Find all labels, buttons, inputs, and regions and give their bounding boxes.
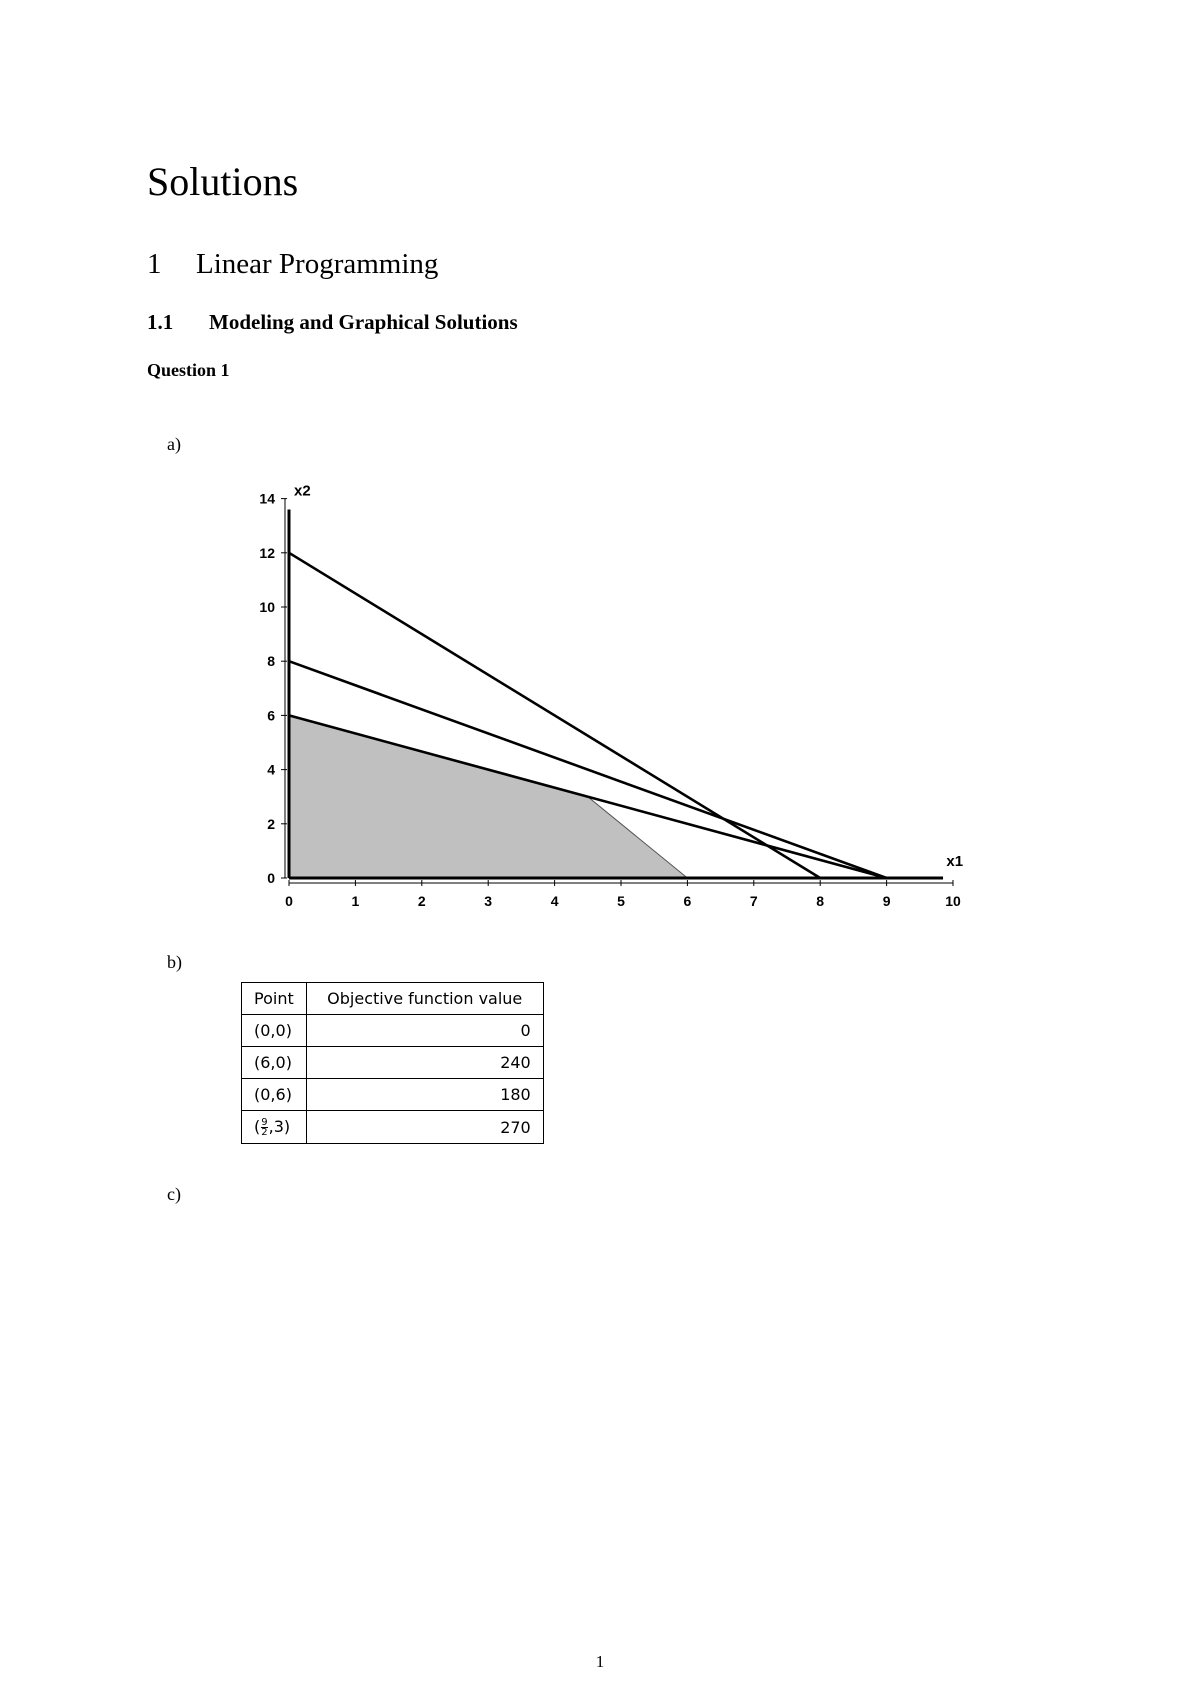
point-suffix: ,3) (268, 1117, 291, 1136)
x-tick-label: 10 (945, 893, 961, 909)
part-a-label: a) (167, 434, 181, 454)
table-row (242, 1047, 544, 1079)
x-tick-label: 4 (550, 893, 559, 909)
y-tick-label: 10 (259, 599, 275, 615)
section-title: Linear Programming (196, 248, 439, 280)
table-row (242, 1111, 544, 1144)
y-axis-label: x2 (294, 482, 311, 500)
y-tick-label: 4 (267, 761, 275, 778)
y-tick-label: 2 (267, 815, 275, 832)
table-row (242, 1079, 544, 1111)
part-c-label: c) (167, 1184, 181, 1204)
point-cell: (6,0) (242, 1047, 307, 1079)
x-tick-label: 1 (351, 893, 360, 909)
x-tick-label: 0 (285, 893, 293, 909)
point-cell: (0,6) (242, 1079, 307, 1111)
x-axis-label: x1 (946, 853, 964, 870)
y-tick-label: 8 (267, 653, 275, 670)
page-number: 1 (595, 1652, 605, 1671)
y-tick-label: 0 (267, 870, 275, 886)
x-tick-label: 7 (749, 893, 758, 909)
subsection-heading (147, 310, 518, 335)
page-title: Solutions (147, 159, 299, 204)
x-tick-label: 8 (816, 893, 825, 909)
value-cell: 180 (306, 1079, 543, 1111)
lp-graph (240, 470, 980, 920)
part-b-label: b) (167, 952, 182, 972)
subsection-number: 1.1 (147, 310, 174, 334)
y-tick-label: 6 (267, 707, 275, 724)
value-cell: 0 (306, 1015, 543, 1047)
point-cell (242, 1111, 307, 1144)
point-prefix: ( (254, 1117, 261, 1136)
section-heading (147, 248, 438, 281)
x-tick-label: 3 (484, 893, 493, 909)
x-tick-label: 5 (617, 893, 625, 909)
x-tick-label: 9 (882, 893, 891, 909)
table-row (242, 1015, 544, 1047)
x-tick-label: 6 (683, 893, 692, 909)
objective-table (241, 982, 544, 1144)
section-number: 1 (147, 248, 162, 280)
header-point: Point (242, 983, 307, 1015)
fraction (261, 1118, 267, 1137)
fraction-denominator: 2 (261, 1127, 268, 1138)
point-cell: (0,0) (242, 1015, 307, 1047)
subsection-title: Modeling and Graphical Solutions (209, 310, 518, 334)
question-title: Question 1 (147, 360, 230, 380)
fraction-numerator: 9 (261, 1117, 268, 1128)
value-cell: 270 (306, 1111, 543, 1144)
y-tick-label: 14 (259, 490, 275, 507)
header-objective-value: Objective function value (306, 983, 543, 1015)
feasible-region (289, 715, 687, 878)
x-tick-label: 2 (417, 893, 426, 909)
table-header-row (242, 983, 544, 1015)
y-tick-label: 12 (259, 544, 275, 561)
value-cell: 240 (306, 1047, 543, 1079)
